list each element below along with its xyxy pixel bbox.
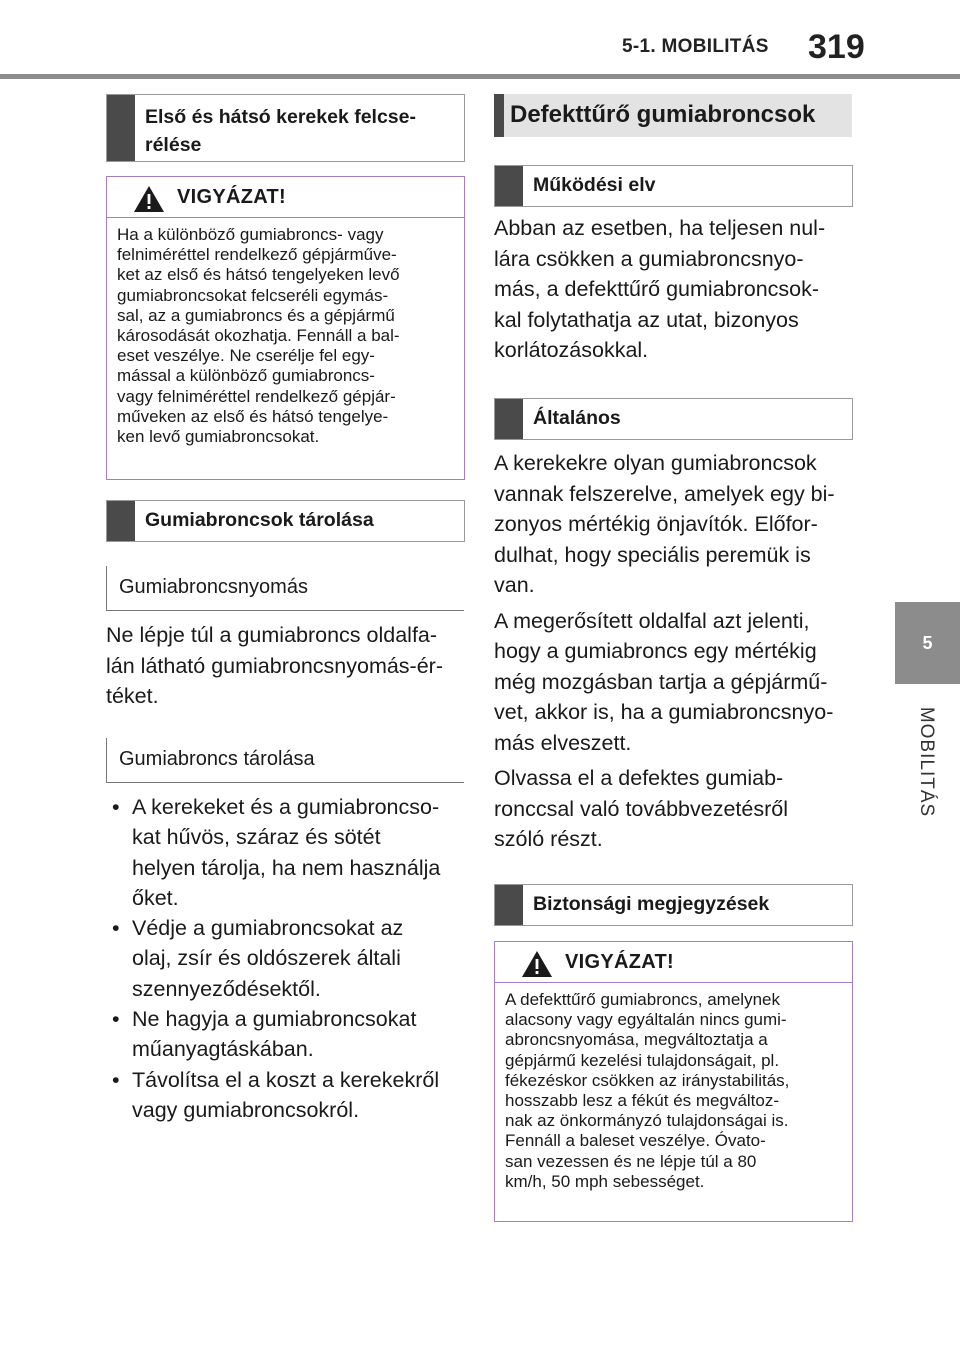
heading-text: Általános (533, 407, 621, 429)
subheading-text: Gumiabroncsnyomás (119, 576, 308, 598)
subheading-text: Gumiabroncs tárolása (119, 748, 315, 770)
heading-general (494, 398, 853, 440)
pressure-paragraph: Ne lépje túl a gumiabroncs oldalfa- lán látható gumiabroncsnyomás-ér- téket. (106, 623, 443, 708)
warning-text: A defekttűrő gumiabroncs, amelynek alacsony vagy egyáltalán nincs gumi- abroncsnyomása, megváltoztatja a gépjármű kezelési tulajdonságait, pl. fékezéskor csökken az iránystabilitás, hosszabb lesz a fékút és megváltoz- nak az önkormányzó tulajdonságai is. Fennáll a baleset veszélye. Óvato- san vezessen és ne lépje túl a 80 km/h, 50 mph sebességet. (505, 990, 790, 1191)
list-item (106, 1065, 466, 1126)
subheading-storage (106, 738, 464, 783)
chapter-tab: 5 (895, 602, 960, 684)
bullet-text: Ne hagyja a gumiabroncsokat műanyagtáskában. (132, 1007, 417, 1062)
bullet-icon: • (112, 916, 120, 941)
general-text (494, 448, 856, 860)
heading-safety (494, 884, 853, 926)
storage-bullet-list (106, 792, 466, 1125)
bullet-text: Távolítsa el a koszt a kerekekről vagy gumiabroncsokról. (132, 1067, 440, 1122)
bullet-icon: • (112, 1067, 120, 1092)
heading-bar (495, 166, 523, 206)
heading-bar (495, 885, 523, 925)
section-band-runflat (494, 94, 852, 137)
warning-header (495, 942, 852, 983)
principle-paragraph: Abban az esetben, ha teljesen nul- lára csökken a gumiabroncsnyo- más, a defekttűrő gumiabroncsok- kal folytathatja az utat, bizonyos korlátozásokkal. (494, 216, 826, 362)
heading-text: Első és hátsó kerekek felcse- rélése (145, 106, 416, 156)
bullet-text: Védje a gumiabroncsokat az olaj, zsír és oldószerek általi szennyeződésektől. (132, 916, 404, 1001)
warning-title: VIGYÁZAT! (177, 186, 286, 208)
general-paragraph-3: Olvassa el a defektes gumiab- ronccsal való továbbvezetésről szóló részt. (494, 766, 788, 851)
warning-triangle-icon (133, 185, 165, 213)
heading-text: Gumiabroncsok tárolása (145, 509, 374, 531)
heading-text: Biztonsági megjegyzések (533, 893, 770, 915)
list-item (106, 1004, 466, 1065)
general-paragraph-1: A kerekekre olyan gumiabroncsok vannak felszerelve, amelyek egy bi- zonyos mértékig önjavítók. Előfor- dulhat, hogy speciális peremük is van. (494, 451, 835, 597)
bullet-icon: • (112, 795, 120, 819)
warning-box-2 (494, 941, 853, 1222)
heading-tire-storage (106, 500, 465, 542)
warning-title: VIGYÁZAT! (565, 951, 674, 973)
heading-bar (107, 501, 135, 541)
chapter-label (896, 702, 956, 822)
warning-triangle-icon (521, 950, 553, 978)
heading-bar (495, 399, 523, 439)
heading-principle (494, 165, 853, 207)
list-item (106, 913, 466, 1004)
band-title: Defekttűrő gumiabroncsok (510, 101, 816, 128)
chapter-label-text: MOBILITÁS (916, 706, 937, 818)
band-bar (494, 94, 504, 137)
warning-box-1 (106, 176, 465, 480)
heading-bar (107, 95, 135, 161)
subheading-pressure (106, 566, 464, 611)
bullet-icon: • (112, 1007, 120, 1032)
general-paragraph-2: A megerősített oldalfal azt jelenti, hogy a gumiabroncs egy mértékig még mozgásban tartja a gépjármű- vet, akkor is, ha a gumiabroncsnyo- más elveszett. (494, 608, 834, 755)
section-title: 5-1. MOBILITÁS (622, 36, 769, 57)
page-number: 319 (808, 28, 865, 66)
header-rule (0, 74, 960, 79)
warning-header (107, 177, 464, 218)
list-item (106, 792, 466, 913)
heading-wheel-swap (106, 94, 465, 162)
bullet-text: A kerekeket és a gumiabroncso- kat hűvös, száraz és sötét helyen tárolja, ha nem használja őket. (132, 795, 441, 910)
warning-text: Ha a különböző gumiabroncs- vagy felniméréttel rendelkező gépjárműve- ket az első és hátsó tengelyeken levő gumiabroncsokat felcseréli egymás- sal, az a gumiabroncs és a gépjármű károsodását okozhatja. Fennáll a bal- eset veszélye. Ne cserélje fel egy- mással a különböző gumiabroncs- vagy felniméréttel rendelkező gépjár- műveken az első és hátsó tengelye- ken levő gumiabroncsokat. (117, 225, 400, 447)
heading-text: Működési elv (533, 174, 656, 196)
